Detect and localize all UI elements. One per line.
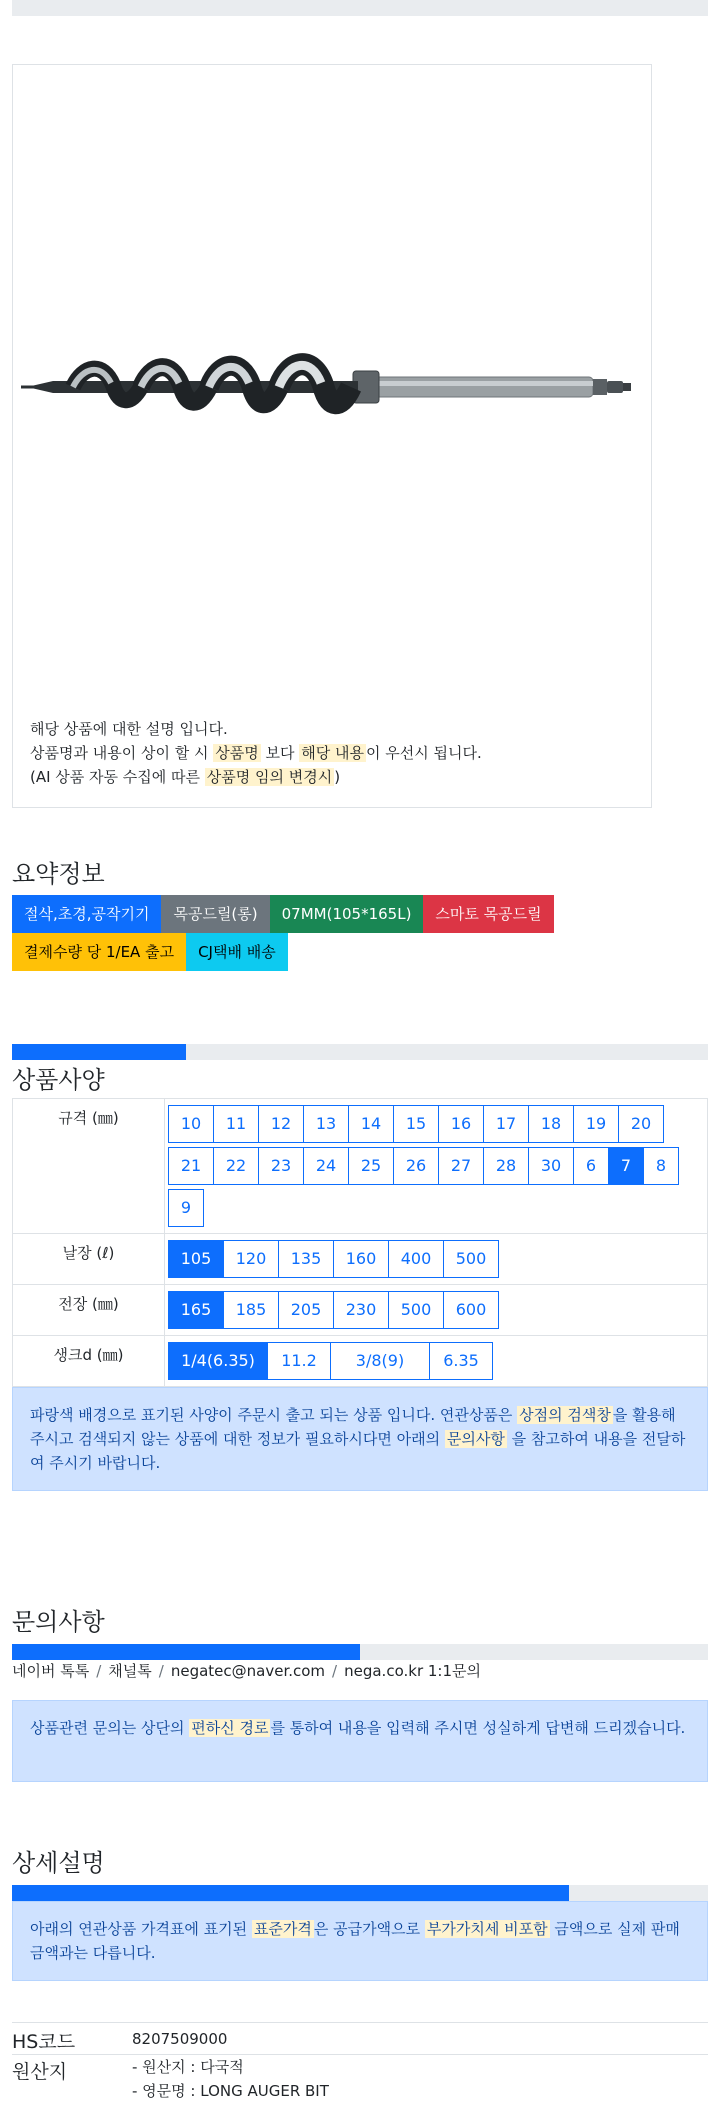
highlight-search: 상점의 검색창 xyxy=(519,1406,611,1424)
notice-text: 상품관련 문의는 상단의 xyxy=(30,1719,190,1737)
spec-option-button[interactable]: 22 xyxy=(213,1147,259,1185)
spec-row-label: 규격 (㎜) xyxy=(13,1099,165,1234)
desc-line-2 xyxy=(30,741,482,765)
notice-text: 금액으로 실제 판매금액과는 다릅니다. xyxy=(30,1920,680,1962)
spec-option-button[interactable]: 400 xyxy=(388,1240,444,1278)
spec-option-button[interactable]: 11.2 xyxy=(267,1342,331,1380)
breadcrumb-separator: / xyxy=(332,1662,338,1680)
inquiry-notice xyxy=(12,1700,708,1782)
spec-options xyxy=(165,1099,708,1234)
spec-option-button[interactable]: 12 xyxy=(258,1105,304,1143)
breadcrumb-separator: / xyxy=(158,1662,164,1680)
highlight-vat: 부가가치세 비포함 xyxy=(426,1920,548,1938)
spec-option-button[interactable]: 165 xyxy=(168,1291,224,1329)
spec-option-button[interactable]: 16 xyxy=(438,1105,484,1143)
spec-options xyxy=(165,1285,708,1336)
spec-options xyxy=(165,1336,708,1387)
auger-bit-drawing xyxy=(21,364,631,403)
highlight-name-change: 상품명 임의 변경시 xyxy=(206,768,333,786)
spec-option-button[interactable]: 500 xyxy=(388,1291,444,1329)
inquiry-progress xyxy=(12,1644,708,1660)
notice-text: 을 참고하여 내용을 전달하여 주시기 바랍니다. xyxy=(30,1430,686,1472)
spec-option-button[interactable]: 3/8(9) xyxy=(330,1342,430,1380)
spec-option-button[interactable]: 230 xyxy=(333,1291,389,1329)
spec-option-button[interactable]: 19 xyxy=(573,1105,619,1143)
inquiry-progress-bar xyxy=(12,1644,360,1660)
spec-option-button[interactable]: 18 xyxy=(528,1105,574,1143)
spec-row xyxy=(13,1285,708,1336)
detail-progress-bar xyxy=(12,1885,569,1901)
summary-badge: 스마토 목공드릴 xyxy=(423,895,553,933)
spec-option-button[interactable]: 6 xyxy=(573,1147,609,1185)
desc-line-3 xyxy=(30,765,482,789)
spec-row-label: 전장 (㎜) xyxy=(13,1285,165,1336)
spec-option-button[interactable]: 8 xyxy=(643,1147,679,1185)
spec-option-button[interactable]: 160 xyxy=(333,1240,389,1278)
spec-option-button[interactable]: 15 xyxy=(393,1105,439,1143)
contact-link[interactable]: negatec@naver.com xyxy=(170,1662,326,1680)
notice-text: 를 통하여 내용을 입력해 주시면 성실하게 답변해 드리겠습니다. xyxy=(270,1719,686,1737)
product-image xyxy=(13,65,653,765)
desc-text: 이 우선시 됩니다. xyxy=(365,744,482,762)
desc-text: ) xyxy=(334,768,341,786)
spec-option-button[interactable]: 500 xyxy=(443,1240,499,1278)
spec-notice xyxy=(12,1387,708,1491)
spec-option-button[interactable]: 27 xyxy=(438,1147,484,1185)
hs-code-value: 8207509000 xyxy=(132,2030,228,2048)
spec-table xyxy=(12,1098,708,1387)
product-card xyxy=(12,64,652,808)
highlight-route: 편하신 경로 xyxy=(191,1719,269,1737)
spec-option-button[interactable]: 9 xyxy=(168,1189,204,1227)
summary-title: 요약정보 xyxy=(12,860,105,888)
contact-link[interactable]: 네이버 톡톡 xyxy=(12,1662,90,1680)
highlight-standard-price: 표준가격 xyxy=(253,1920,312,1938)
notice-text: 아래의 연관상품 가격표에 표기된 xyxy=(30,1920,252,1938)
spec-option-button[interactable]: 600 xyxy=(443,1291,499,1329)
desc-text: (AI 상품 자동 수집에 따른 xyxy=(30,768,205,786)
summary-badge: 목공드릴(롱) xyxy=(161,895,269,933)
hs-code-label: HS코드 xyxy=(12,2031,76,2053)
desc-text: 상품명과 내용이 상이 할 시 xyxy=(30,744,214,762)
spec-option-button[interactable]: 28 xyxy=(483,1147,529,1185)
spec-option-button[interactable]: 185 xyxy=(223,1291,279,1329)
detail-progress xyxy=(12,1885,708,1901)
origin-label: 원산지 xyxy=(12,2061,68,2083)
spec-option-button[interactable]: 10 xyxy=(168,1105,214,1143)
notice-text: 파랑색 배경으로 표기된 사양이 주문시 출고 되는 상품 입니다. 연관상품은 xyxy=(30,1406,518,1424)
highlight-content: 해당 내용 xyxy=(301,744,364,762)
detail-notice xyxy=(12,1901,708,1981)
info-row-origin xyxy=(12,2054,708,2103)
summary-badge: CJ택배 배송 xyxy=(186,933,288,971)
breadcrumb-separator: / xyxy=(96,1662,102,1680)
spec-row-label: 생크d (㎜) xyxy=(13,1336,165,1387)
spec-progress xyxy=(12,1044,708,1060)
contact-breadcrumb xyxy=(12,1660,481,1681)
spec-option-button[interactable]: 135 xyxy=(278,1240,334,1278)
spec-option-button[interactable]: 14 xyxy=(348,1105,394,1143)
contact-link[interactable]: nega.co.kr 1:1문의 xyxy=(344,1662,481,1680)
origin-line-1: - 원산지 : 다국적 xyxy=(132,2058,244,2076)
spec-option-button[interactable]: 205 xyxy=(278,1291,334,1329)
summary-badge: 결제수량 당 1/EA 출고 xyxy=(12,933,186,971)
spec-progress-bar xyxy=(12,1044,186,1060)
spec-title: 상품사양 xyxy=(12,1066,105,1094)
summary-badges-2 xyxy=(12,933,288,971)
product-description xyxy=(30,717,482,789)
notice-text: 은 공급가액으로 xyxy=(313,1920,425,1938)
detail-title: 상세설명 xyxy=(12,1849,105,1877)
spec-option-button[interactable]: 17 xyxy=(483,1105,529,1143)
highlight-inquiry: 문의사항 xyxy=(446,1430,505,1448)
info-row-hs xyxy=(12,2022,708,2054)
contact-link[interactable]: 채널톡 xyxy=(108,1662,152,1680)
spec-option-button[interactable]: 26 xyxy=(393,1147,439,1185)
spec-option-button[interactable]: 6.35 xyxy=(429,1342,493,1380)
summary-badge: 절삭,초경,공작기기 xyxy=(12,895,161,933)
spec-option-button[interactable]: 120 xyxy=(223,1240,279,1278)
spec-option-button[interactable]: 24 xyxy=(303,1147,349,1185)
notice-text: 을 활용해 주시고 검색되지 않는 상품에 대한 정보가 필요하시다면 아래의 xyxy=(30,1406,676,1448)
desc-text: 보다 xyxy=(260,744,300,762)
inquiry-title: 문의사항 xyxy=(12,1608,105,1636)
spec-row-label: 날장 (ℓ) xyxy=(13,1234,165,1285)
summary-badge: 07MM(105*165L) xyxy=(270,895,424,933)
desc-line-1: 해당 상품에 대한 설명 입니다. xyxy=(30,720,228,738)
spec-option-button[interactable]: 105 xyxy=(168,1240,224,1278)
spec-option-button[interactable]: 21 xyxy=(168,1147,214,1185)
spec-option-button[interactable]: 25 xyxy=(348,1147,394,1185)
spec-option-button[interactable]: 20 xyxy=(618,1105,664,1143)
spec-option-button[interactable]: 23 xyxy=(258,1147,304,1185)
summary-badges xyxy=(12,895,554,933)
spec-option-button[interactable]: 7 xyxy=(608,1147,644,1185)
spec-row xyxy=(13,1234,708,1285)
spec-row xyxy=(13,1336,708,1387)
highlight-product-name: 상품명 xyxy=(215,744,259,762)
origin-line-2: - 영문명 : LONG AUGER BIT xyxy=(132,2082,329,2100)
spec-option-button[interactable]: 11 xyxy=(213,1105,259,1143)
spec-row xyxy=(13,1099,708,1234)
spec-options xyxy=(165,1234,708,1285)
origin-value xyxy=(132,2055,329,2103)
spec-option-button[interactable]: 13 xyxy=(303,1105,349,1143)
spec-option-button[interactable]: 30 xyxy=(528,1147,574,1185)
spec-option-button[interactable]: 1/4(6.35) xyxy=(168,1342,268,1380)
top-divider-bar xyxy=(12,0,708,16)
